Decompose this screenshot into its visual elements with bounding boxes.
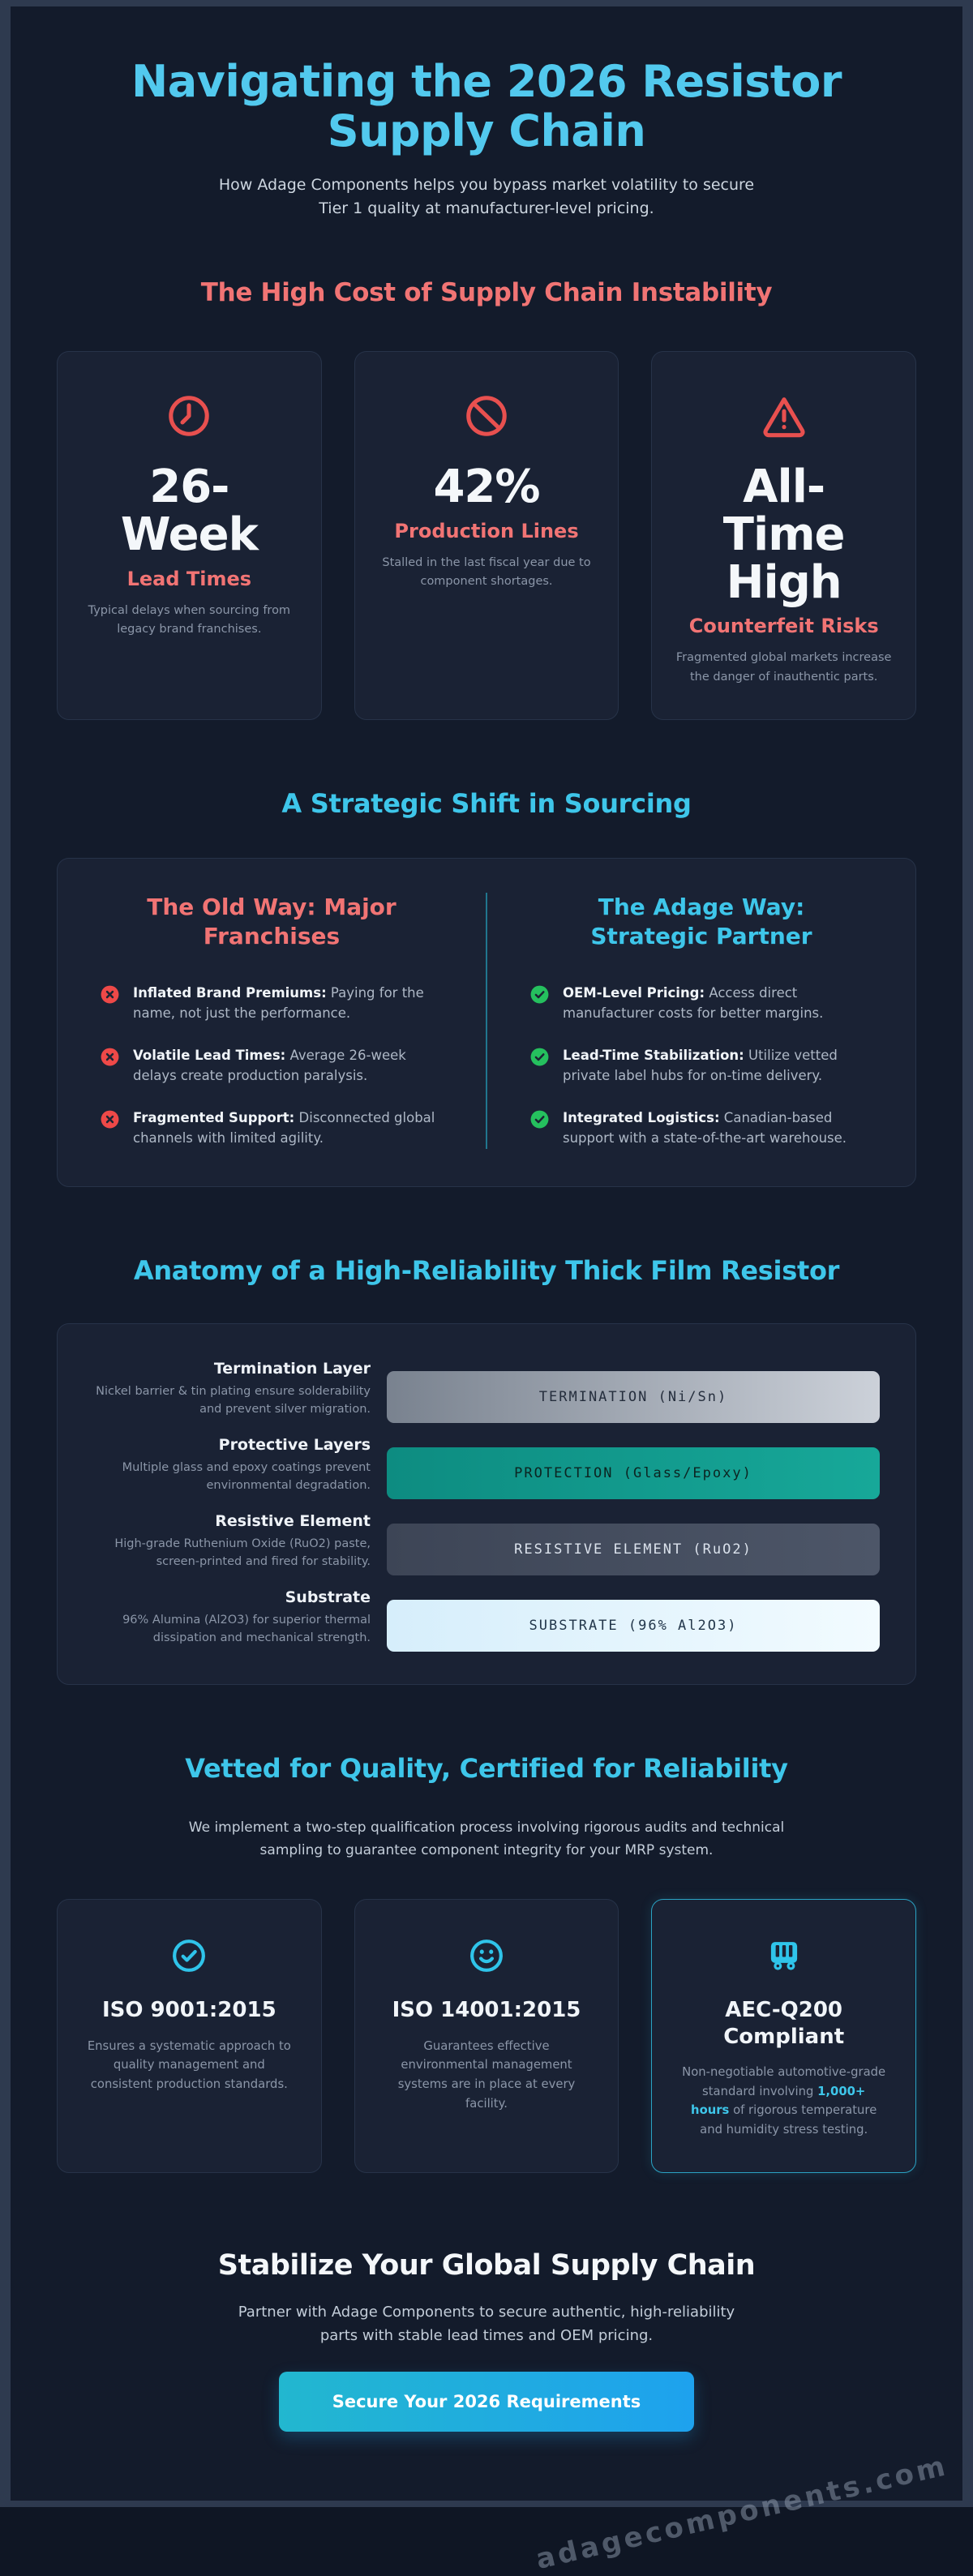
watermark: adagecomponents.com [533, 2450, 951, 2576]
cert-description [682, 2063, 886, 2140]
cta-heading: Stabilize Your Global Supply Chain [217, 2248, 756, 2282]
layer-info [93, 1436, 371, 1495]
page-subtitle: How Adage Components helps you bypass market volatility to secure Tier 1 quality at manufacturer-level pricing. [218, 176, 755, 217]
stat-value: 26-Week [120, 461, 258, 561]
quality-intro: We implement a two-step qualification process involving rigorous audits and technical sampling to guarantee component integrity for your MRP system. [188, 1819, 785, 1858]
old-way-title: The Old Way: Major Franchises [147, 893, 396, 950]
anatomy-section [57, 1255, 916, 1685]
cert-description: Guarantees effective environmental management systems are in place at every facility. [397, 2038, 576, 2111]
list-item-term: Fragmented Support: [133, 1109, 295, 1125]
cert-card-aecq200 [651, 1899, 916, 2173]
substrate-bar: SUBSTRATE (96% Al2O3) [387, 1600, 880, 1652]
list-item-detail: Utilize vetted private label hubs for on-time delivery. [563, 1047, 838, 1084]
list-item-term: Inflated Brand Premiums: [133, 984, 327, 1001]
stat-label: Counterfeit Risks [688, 615, 879, 638]
cert-description-text: of rigorous temperature and humidity stress testing. [700, 2103, 877, 2137]
cert-description-highlight: 1,000+ hours [691, 2084, 866, 2118]
stat-value: 42% [433, 461, 540, 514]
list-item [529, 983, 873, 1024]
list-item [529, 1045, 873, 1087]
stat-cards [57, 351, 916, 720]
list-item-text [133, 983, 444, 1024]
list-item-text [133, 1045, 444, 1087]
list-item-detail: Canadian-based support with a state-of-the-art warehouse. [563, 1109, 847, 1147]
stat-description: Stalled in the last fiscal year due to component shortages. [382, 555, 591, 589]
certification-cards [57, 1899, 916, 2173]
cert-title: ISO 14001:2015 [392, 1998, 581, 2023]
cert-title: ISO 9001:2015 [101, 1998, 276, 2023]
list-item-term: Lead-Time Stabilization: [563, 1047, 744, 1063]
anatomy-card [57, 1323, 916, 1685]
cost-section [57, 278, 916, 720]
old-way-column [58, 893, 486, 1149]
circle-check-icon [170, 1962, 208, 1978]
secure-requirements-button[interactable]: Secure Your 2026 Requirements [279, 2372, 695, 2432]
cost-section-heading: The High Cost of Supply Chain Instability [200, 278, 773, 308]
header [57, 6, 916, 220]
layer-description: Multiple glass and epoxy coatings prevent environmental degradation. [122, 1460, 371, 1493]
adage-way-title: The Adage Way: Strategic Partner [590, 893, 812, 950]
x-circle-icon [100, 1047, 120, 1067]
layer-title: Substrate [285, 1588, 371, 1606]
cta-text: Partner with Adage Components to secure authentic, high-reliability parts with stable lead times and OEM pricing. [238, 2303, 735, 2344]
list-item-text [133, 1108, 444, 1149]
stat-label: Lead Times [126, 567, 252, 590]
x-circle-icon [100, 984, 120, 1005]
stat-card-lead-times [57, 351, 322, 720]
anatomy-section-heading: Anatomy of a High-Reliability Thick Film Resistor [133, 1254, 840, 1286]
cert-description: Ensures a systematic approach to quality management and consistent production standards. [87, 2038, 291, 2091]
layer-row-substrate [93, 1588, 880, 1652]
adage-way-list [529, 983, 873, 1149]
resistive-element-bar: RESISTIVE ELEMENT (RuO2) [387, 1524, 880, 1575]
shift-section-heading: A Strategic Shift in Sourcing [281, 787, 692, 819]
smiley-icon [468, 1962, 505, 1978]
list-item-text [563, 1108, 873, 1149]
layer-description: 96% Alumina (Al2O3) for superior thermal dissipation and mechanical strength. [122, 1613, 371, 1645]
termination-layer-bar: TERMINATION (Ni/Sn) [387, 1371, 880, 1423]
list-item [529, 1108, 873, 1149]
layer-description: High-grade Ruthenium Oxide (RuO2) paste, screen-printed and fired for stability. [114, 1537, 371, 1569]
quality-section [57, 1753, 916, 2173]
check-circle-icon [529, 1109, 550, 1129]
comparison-card [57, 858, 916, 1187]
truck-icon [765, 1962, 803, 1978]
protection-layer-bar: PROTECTION (Glass/Epoxy) [387, 1447, 880, 1499]
list-item-detail: Access direct manufacturer costs for better margins. [563, 984, 824, 1022]
layer-title: Protective Layers [218, 1435, 371, 1454]
list-item [100, 1045, 444, 1087]
layer-row-protection [93, 1436, 880, 1499]
stat-description: Typical delays when sourcing from legacy brand franchises. [88, 603, 291, 636]
x-circle-icon [100, 1109, 120, 1129]
list-item-term: Volatile Lead Times: [133, 1047, 286, 1063]
cert-card-iso14001 [354, 1899, 619, 2173]
list-item [100, 1108, 444, 1149]
layer-description: Nickel barrier & tin plating ensure solderability and prevent silver migration. [96, 1384, 371, 1417]
quality-section-heading: Vetted for Quality, Certified for Reliability [185, 1752, 788, 1784]
list-item-text [563, 983, 873, 1024]
list-item-detail: Disconnected global channels with limited agility. [133, 1109, 435, 1147]
ban-icon [463, 427, 510, 443]
adage-way-column [486, 893, 915, 1149]
list-item-detail: Paying for the name, not just the performance. [133, 984, 424, 1022]
clock-icon [165, 427, 212, 443]
cert-card-iso9001 [57, 1899, 322, 2173]
check-circle-icon [529, 1047, 550, 1067]
page-title: Navigating the 2026 Resistor Supply Chain [131, 56, 842, 157]
list-item-term: OEM-Level Pricing: [563, 984, 705, 1001]
layer-info [93, 1360, 371, 1419]
stat-value: All-Time High [722, 461, 845, 609]
layer-title: Termination Layer [213, 1359, 371, 1378]
stat-description: Fragmented global markets increase the danger of inauthentic parts. [675, 651, 892, 684]
stat-label: Production Lines [394, 519, 579, 542]
cta-section [57, 2249, 916, 2432]
list-item-term: Integrated Logistics: [563, 1109, 720, 1125]
warning-triangle-icon [761, 427, 808, 443]
layer-row-resistive [93, 1512, 880, 1575]
layer-info [93, 1512, 371, 1571]
list-item-detail: Average 26-week delays create production paralysis. [133, 1047, 406, 1084]
cert-description-text: Non-negotiable automotive-grade standard involving [682, 2065, 886, 2098]
layer-row-termination [93, 1360, 880, 1423]
cert-title: AEC-Q200 Compliant [723, 1998, 845, 2049]
stat-card-counterfeit-risks [651, 351, 916, 720]
shift-section [57, 788, 916, 1187]
old-way-list [100, 983, 444, 1149]
list-item-text [563, 1045, 873, 1087]
stat-card-production-lines [354, 351, 619, 720]
layer-title: Resistive Element [215, 1511, 371, 1530]
list-item [100, 983, 444, 1024]
layer-info [93, 1588, 371, 1648]
check-circle-icon [529, 984, 550, 1005]
